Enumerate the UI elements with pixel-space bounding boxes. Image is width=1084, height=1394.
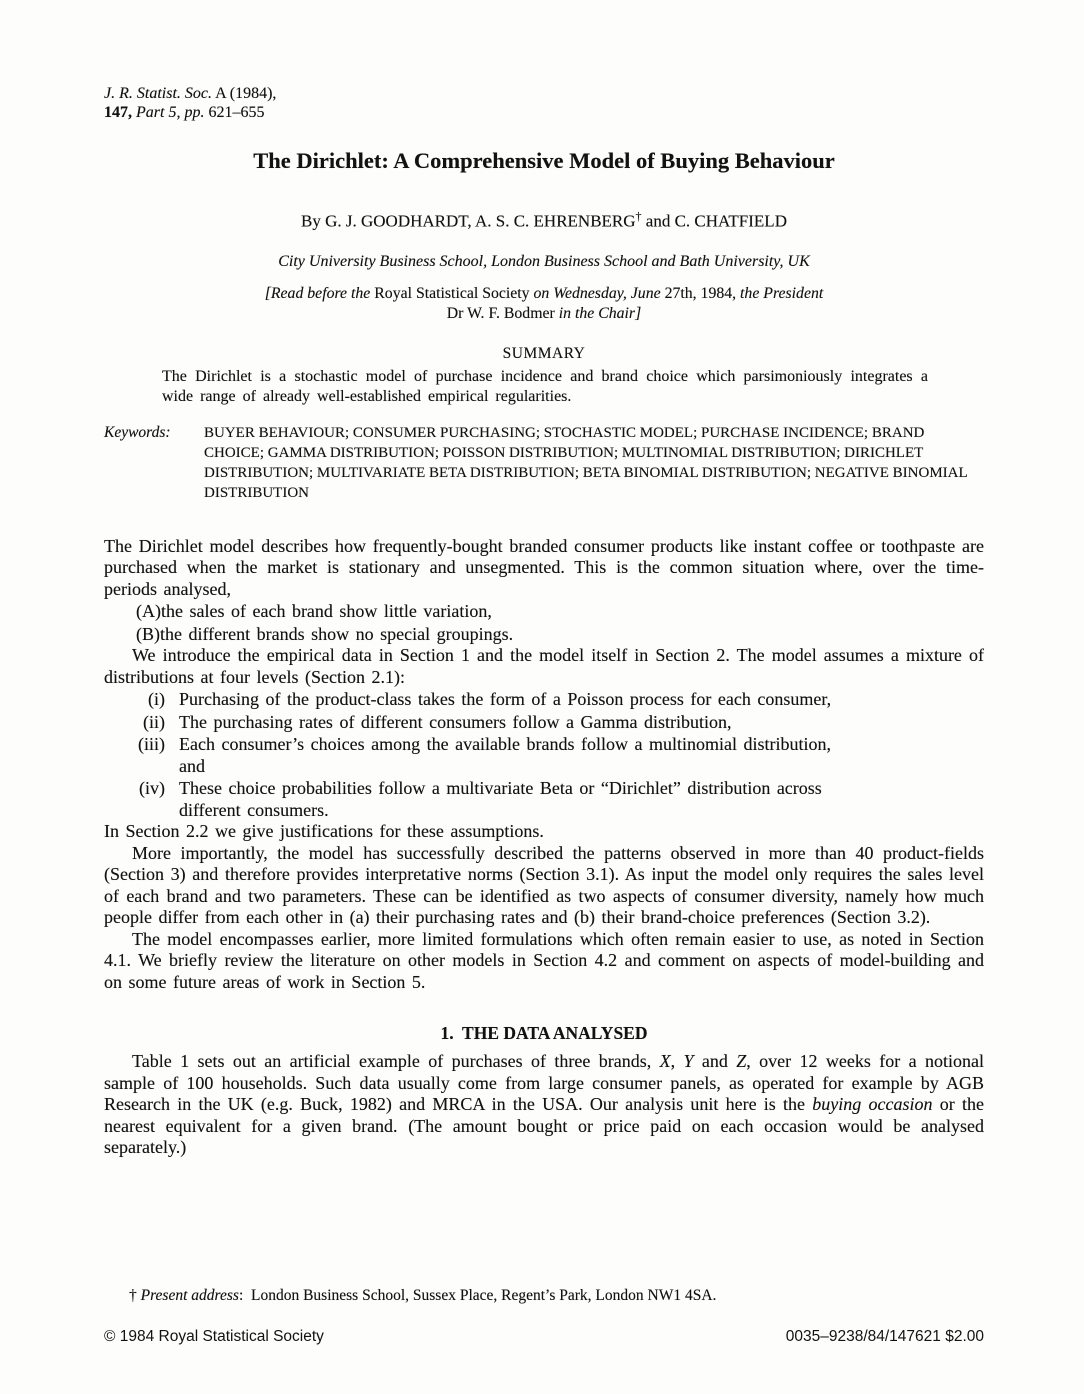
list-item-b-text: the different brands show no special groupings. bbox=[160, 623, 514, 644]
byline-authors-pre: By G. J. GOODHARDT, A. S. C. EHRENBERG bbox=[301, 211, 636, 231]
list-item-b-label: (B) bbox=[136, 623, 160, 644]
buying-occasion-term: buying occasion bbox=[812, 1094, 933, 1115]
list-item-a-label: (A) bbox=[136, 601, 161, 622]
section-1-seg: , over 12 weeks for a notional sample of 100 households. Such data usually come from large consumer panels, as operated for example by AGB Research in the UK (e.g. Buck, 1982) and MRCA in the USA. Our analysis unit here is the bbox=[104, 1051, 985, 1115]
present-address-footnote bbox=[104, 1286, 984, 1306]
affiliation: City University Business School, London Business School and Bath University, UK bbox=[278, 252, 810, 270]
keywords-block bbox=[104, 423, 984, 503]
list-item-i-label: (i) bbox=[148, 689, 165, 710]
list-item-iii-line-1: Each consumer’s choices among the available brands follow a multinomial distribution, bbox=[179, 734, 832, 755]
journal-volume: 147, bbox=[104, 104, 132, 121]
dagger-mark: † bbox=[635, 209, 642, 223]
list-item-iii-text bbox=[179, 734, 984, 777]
summary-heading: SUMMARY bbox=[502, 344, 586, 362]
list-item-iii-line-2: and bbox=[179, 755, 205, 776]
journal-pages: 621–655 bbox=[204, 104, 265, 121]
intro-paragraph-2: We introduce the empirical data in Section 1 and the model itself in Section 2. The model assumes a mixture of distributions at four levels (Section 2.1): bbox=[104, 645, 984, 687]
list-item-iii bbox=[104, 733, 984, 777]
intro-paragraph-5: The model encompasses earlier, more limited formulations which often remain easier to use, as noted in Section 4.1. We briefly review the literature on other models in Section 4.2 and comment on aspects of model-building and on some future areas of work in Section 5. bbox=[104, 928, 984, 992]
list-item-i-text: Purchasing of the product-class takes the form of a Poisson process for each consumer, bbox=[179, 689, 832, 710]
section-1-seg: , bbox=[670, 1051, 684, 1072]
list-item-b bbox=[104, 623, 984, 646]
journal-part: Part 5, bbox=[132, 104, 185, 121]
list-item-iv-text bbox=[179, 778, 984, 821]
copyright-notice: © 1984 Royal Statistical Society bbox=[104, 1328, 324, 1345]
journal-line-1 bbox=[104, 84, 984, 103]
intro-paragraph-4: More importantly, the model has successfully described the patterns observed in more than 40 product-fields (Section 3) and therefore provides interpretative norms (Section 3.1). As input the model only requires the sales level of each brand and two parameters. These can be identified as two aspects of consumer diversity, namely how much people differ from each other in (a) their purchasing rates and (b) their brand-choice preferences (Section 3.2). bbox=[104, 842, 984, 928]
read-before-seg: on Wednesday, June bbox=[533, 284, 665, 302]
brand-x: X bbox=[659, 1051, 671, 1072]
list-item-ii-label: (ii) bbox=[143, 711, 165, 732]
list-item-iv bbox=[104, 777, 984, 821]
list-item-iv-line-1: These choice probabilities follow a multivariate Beta or “Dirichlet” distribution across bbox=[179, 778, 822, 799]
list-roman bbox=[104, 688, 984, 821]
journal-name: J. R. Statist. Soc. bbox=[104, 85, 212, 102]
byline bbox=[104, 205, 984, 233]
section-1-seg: Table 1 sets out an artificial example of purchases of three brands, bbox=[132, 1051, 660, 1072]
read-before-seg: the President bbox=[740, 284, 824, 302]
read-before-seg: 27th, 1984, bbox=[664, 284, 741, 302]
section-1-heading: 1. THE DATA ANALYSED bbox=[440, 1023, 648, 1044]
read-before-seg: in the Chair] bbox=[558, 304, 642, 322]
list-item-iv-line-2: different consumers. bbox=[179, 799, 329, 820]
keywords-label: Keywords: bbox=[104, 423, 171, 441]
journal-series-year: A (1984), bbox=[211, 85, 277, 102]
section-1-seg: or the nearest equivalent for a given brand. (The amount bought or price paid on each occasion would be analysed separately.) bbox=[104, 1094, 985, 1158]
summary-text: The Dirichlet is a stochastic model of purchase incidence and brand choice which parsimoniously integrates a wide range of already well-established empirical regularities. bbox=[162, 367, 928, 406]
list-item-a bbox=[104, 600, 984, 623]
read-before-seg: Royal Statistical Society bbox=[374, 284, 534, 302]
read-before-line-1 bbox=[104, 284, 984, 304]
journal-header bbox=[104, 84, 984, 122]
read-before-note bbox=[104, 284, 984, 324]
list-item-a-text: the sales of each brand show little variation, bbox=[161, 601, 492, 622]
footnote-dagger: † bbox=[129, 1287, 141, 1304]
brand-z: Z bbox=[736, 1051, 747, 1072]
byline-authors-post: and C. CHATFIELD bbox=[641, 211, 787, 231]
list-item-i bbox=[104, 688, 984, 711]
page-content bbox=[104, 0, 984, 1394]
section-1-paragraph-1 bbox=[104, 1051, 984, 1159]
intro-paragraph-3: In Section 2.2 we give justifications for these assumptions. bbox=[104, 821, 544, 842]
read-before-seg: Dr W. F. Bodmer bbox=[446, 304, 559, 322]
brand-y: Y bbox=[683, 1051, 694, 1072]
paper-title: The Dirichlet: A Comprehensive Model of Buying Behaviour bbox=[253, 148, 835, 173]
read-before-line-2 bbox=[104, 304, 984, 324]
list-ab bbox=[104, 600, 984, 645]
footnote-label: Present address bbox=[140, 1287, 239, 1304]
list-item-ii bbox=[104, 711, 984, 734]
list-item-iii-label: (iii) bbox=[138, 734, 165, 755]
section-1-seg: and bbox=[693, 1051, 737, 1072]
list-item-ii-text: The purchasing rates of different consumers follow a Gamma distribution, bbox=[179, 711, 732, 732]
issn-price-code: 0035–9238/84/147621 $2.00 bbox=[785, 1328, 984, 1345]
journal-line-2 bbox=[104, 103, 984, 122]
read-before-seg: [Read before the bbox=[264, 284, 375, 302]
journal-pp-label: pp. bbox=[184, 104, 205, 121]
footnote-text: London Business School, Sussex Place, Regent’s Park, London NW1 4SA. bbox=[251, 1287, 717, 1304]
page-footer bbox=[104, 1327, 984, 1346]
footnote-colon: : bbox=[238, 1287, 251, 1304]
list-item-iv-label: (iv) bbox=[139, 778, 165, 799]
keywords-text: BUYER BEHAVIOUR; CONSUMER PURCHASING; STOCHASTIC MODEL; PURCHASE INCIDENCE; BRAND CHOICE; GAMMA DISTRIBUTION; POISSON DISTRIBUTION; MULTINOMIAL DISTRIBUTION; DIRICHLET DISTRIBUTION; MULTIVARIATE BETA DISTRIBUTION; BETA BINOMIAL DISTRIBUTION; NEGATIVE BINOMIAL DISTRIBUTION bbox=[204, 424, 968, 501]
intro-paragraph-1: The Dirichlet model describes how frequently-bought branded consumer products like instant coffee or toothpaste are purchased when the market is stationary and unsegmented. This is the common situation where, over the time-periods analysed, bbox=[104, 535, 984, 599]
